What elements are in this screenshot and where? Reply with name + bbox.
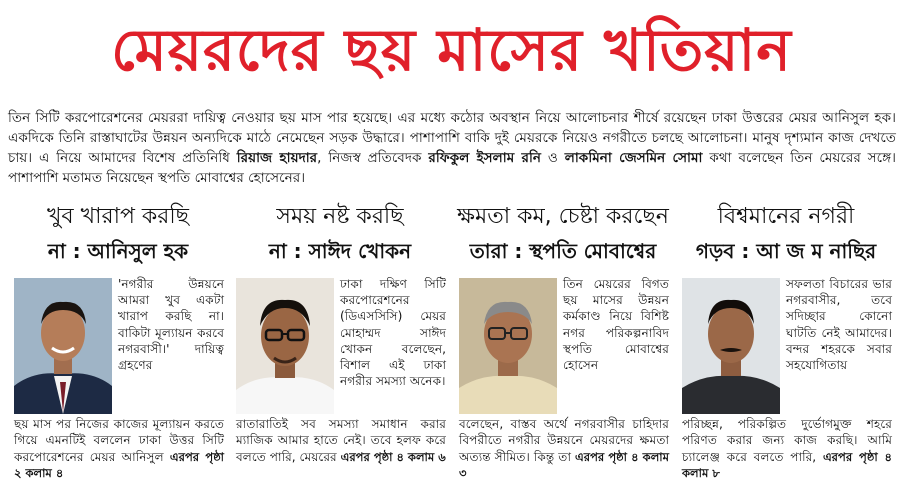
article-text: তিন মেয়রের বিগত ছয় মাসের উন্নয়ন কর্মকাণ্ড নিয়ে বিশিষ্ট নগর পরিকল্পনাবিদ স্থপতি মোবাশ্বের হোসেন xyxy=(563,277,669,373)
article-text: বলেছেন, বাস্তব অর্থে নগরবাসীর চাহিদার বিপরীতে নগরীর উন্নয়নে মেয়রদের ক্ষমতা অত্যন্ত সীমিত। কিন্তু তা xyxy=(459,417,669,464)
intro-text: , নিজস্ব প্রতিবেদক xyxy=(317,150,429,166)
intro-paragraph xyxy=(8,108,896,188)
continuation-note: এরপর পৃষ্ঠা ৪ কলাম ৩ xyxy=(459,449,669,481)
portrait-photo xyxy=(236,278,334,414)
article-text-continued xyxy=(236,416,446,465)
column-title: সময় নষ্ট করছি xyxy=(276,204,404,229)
article-text-continued xyxy=(14,416,224,482)
article-text-continued xyxy=(682,416,892,482)
intro-text: ও xyxy=(541,150,565,166)
intro-text: তিন সিটি করপোরেশনের মেয়ররা দায়িত্ব নেওয়ার ছয় মাস পার হয়েছে। এর মধ্যে কঠোর অবস্থান নিয়ে আলোচনার শীর্ষে রয়েছেন ঢাকা উত্তরের মেয়র আনিসুল হক। একদিকে তিনি রাস্তাঘাটের উন্নয়ন অন্যদিকে মাঠে নেমেছেন সড়ক উদ্ধারে। পাশাপাশি বাকি দুই মেয়রকে নিয়েও নগরীতে চলছে আলোচনা। মানুষ দৃশ্যমান কাজ দেখতে চায়। এ নিয়ে আমাদের বিশেষ প্রতিনিধি xyxy=(8,110,896,166)
intro-text: কথা বলেছেন তিন মেয়রের সঙ্গে। পাশাপাশি মতামত নিয়েছেন স্থপতি মোবাশ্বের হোসেনের। xyxy=(8,150,896,186)
column-khokon xyxy=(232,200,448,498)
article-text: পরিচ্ছন্ন, পরিকল্পিত দুর্ভোগমুক্ত শহরে পরিণত করার জন্য কাজ করছি। আমি চ্যালেঞ্জ করে বলতে পারি, xyxy=(682,417,892,464)
column-subtitle: গড়ব : আ জ ম নাছির xyxy=(695,239,877,263)
article-text: 'নগরীর উন্নয়নে আমরা খুব একটা খারাপ করছি না। বাকিটা মূল্যায়ন করবে নগরবাসী।' দায়িত্ব গ্রহণের xyxy=(118,277,224,373)
column-title: খুব খারাপ করছি xyxy=(46,204,190,229)
article-text: ঢাকা দক্ষিণ সিটি করপোরেশনের (ডিএসসিসি) মেয়র মোহাম্মদ সাঈদ খোকন বলেছেন, বিশাল এই ঢাকা নগরীর সমস্যা অনেক। xyxy=(340,277,446,389)
portrait-photo xyxy=(459,278,557,414)
column-subtitle: তারা : স্থপতি মোবাশ্বের xyxy=(469,239,657,263)
column-mobasher xyxy=(455,200,671,498)
portrait-photo xyxy=(14,278,112,414)
column-nasir xyxy=(678,200,894,498)
column-subtitle: না : আনিসুল হক xyxy=(47,239,189,263)
portrait-photo xyxy=(682,278,780,414)
continuation-note: এরপর পৃষ্ঠা ২ কলাম ৪ xyxy=(14,449,225,481)
article-text: সফলতা বিচারের ভার নগরবাসীর, তবে সদিচ্ছার কোনো ঘাটতি নেই আমাদের। বন্দর শহরকে সবার সহযোগিতায় xyxy=(786,277,892,373)
reporter-name: রফিকুল ইসলাম রনি xyxy=(428,150,542,166)
column-anisul xyxy=(10,200,226,498)
column-title: বিশ্বমানের নগরী xyxy=(717,204,855,229)
article-text: রাতারাতিই সব সমস্যা সমাধান করার ম্যাজিক আমার হাতে নেই। তবে হলফ করে বলতে পারি, মেয়রের xyxy=(236,417,446,464)
continuation-note: এরপর পৃষ্ঠা ৪ কলাম ৬ xyxy=(340,449,446,464)
column-title: ক্ষমতা কম, চেষ্টা করছেন xyxy=(457,204,669,229)
column-subtitle: না : সাঈদ খোকন xyxy=(268,239,412,263)
article-text-continued xyxy=(459,416,669,482)
reporter-name: রিয়াজ হায়দার xyxy=(236,150,318,166)
continuation-note: এরপর পৃষ্ঠা ৪ কলাম ৮ xyxy=(682,449,892,481)
article-text: ছয় মাস পর নিজের কাজের মূল্যায়ন করতে গিয়ে এমনটিই বললেন ঢাকা উত্তর সিটি করপোরেশনের মেয়র আনিসুল xyxy=(14,417,224,464)
reporter-name: লাকমিনা জেসমিন সোমা xyxy=(564,150,703,166)
headline: মেয়রদের ছয় মাসের খতিয়ান xyxy=(111,16,792,84)
